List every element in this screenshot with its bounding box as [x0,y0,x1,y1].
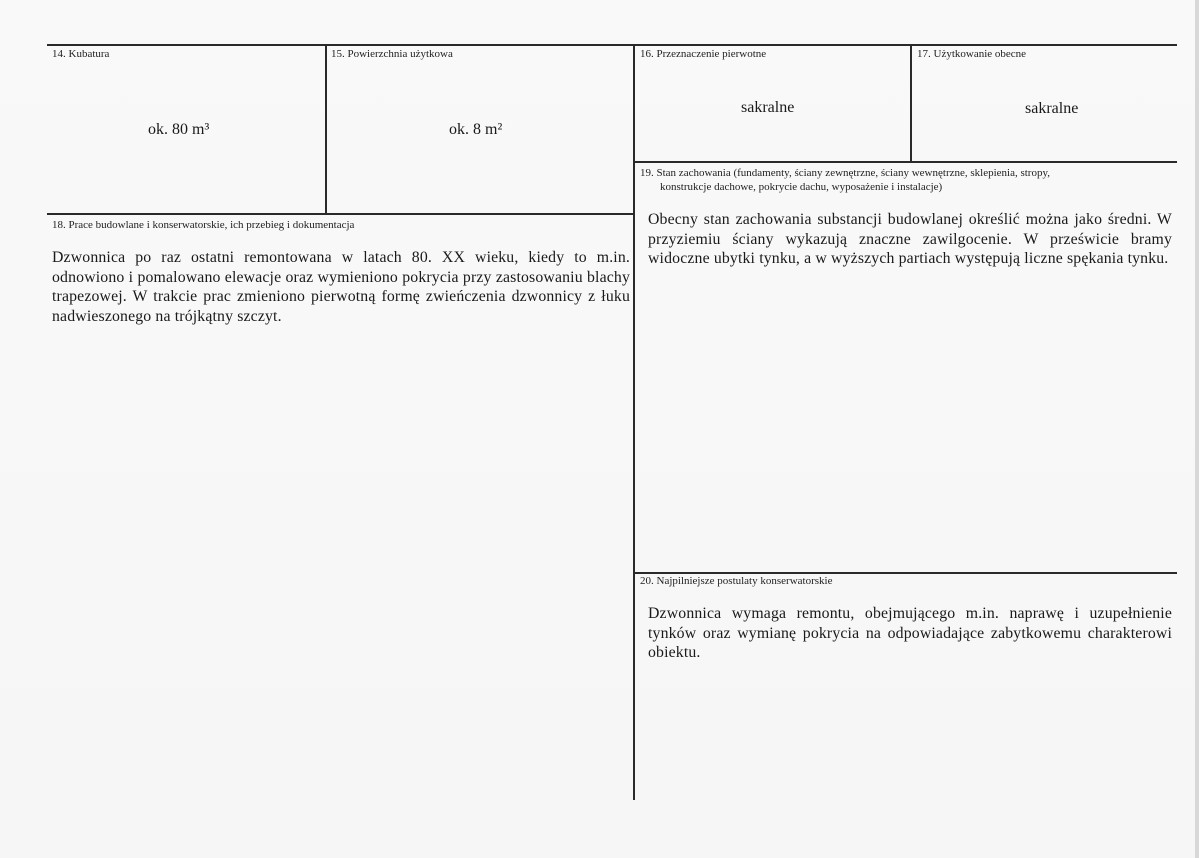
prace-label: 18. Prace budowlane i konserwatorskie, ich przebieg i dokumentacja [52,219,355,231]
rule-above-20 [633,572,1177,574]
uzytkowanie-label: 17. Użytkowanie obecne [917,48,1027,60]
stan-label: 19. Stan zachowania (fundamenty, ściany zewnętrzne, ściany wewnętrzne, sklepienia, stropy, [640,167,1051,179]
divider-14-15 [325,44,327,214]
powierzchnia-label: 15. Powierzchnia użytkowa [331,48,453,60]
scan-edge [1195,0,1199,858]
divider-16-17 [910,44,912,162]
divider-15-16 [633,44,635,800]
przeznaczenie-value: sakralne [741,99,795,116]
kubatura-value: ok. 80 m³ [148,121,210,138]
kubatura-label: 14. Kubatura [52,48,110,60]
stan-text: Obecny stan zachowania substancji budowlanej określić można jako średni. W przyziemiu ściany wykazują znaczne zawilgocenie. W prześwicie bramy widoczne ubytki tynku, a w wyższych partiach występują liczne spękania tynku. [648,211,1172,267]
rule-above-18 [47,213,635,215]
przeznaczenie-label: 16. Przeznaczenie pierwotne [640,48,767,60]
uzytkowanie-value: sakralne [1025,100,1079,117]
postulaty-label: 20. Najpilniejsze postulaty konserwatorskie [640,575,833,587]
prace-text: Dzwonnica po raz ostatni remontowana w latach 80. XX wieku, kiedy to m.in. odnowiono i pomalowano elewacje oraz wymieniono pokrycia przy zastosowaniu blachy trapezowej. W trakcie prac zmieniono pierwotną formę zwieńczenia dzwonnicy z łuku nadwieszonego na trójkątny szczyt. [52,249,630,325]
powierzchnia-value: ok. 8 m² [449,121,503,138]
top-rule [47,44,1177,46]
stan-label-continued: konstrukcje dachowe, pokrycie dachu, wyposażenie i instalacje) [660,181,943,193]
rule-above-19 [633,161,1177,163]
postulaty-text: Dzwonnica wymaga remontu, obejmującego m.in. naprawę i uzupełnienie tynków oraz wymianę pokrycia na odpowiadające zabytkowemu charakterowi obiektu. [648,605,1172,661]
